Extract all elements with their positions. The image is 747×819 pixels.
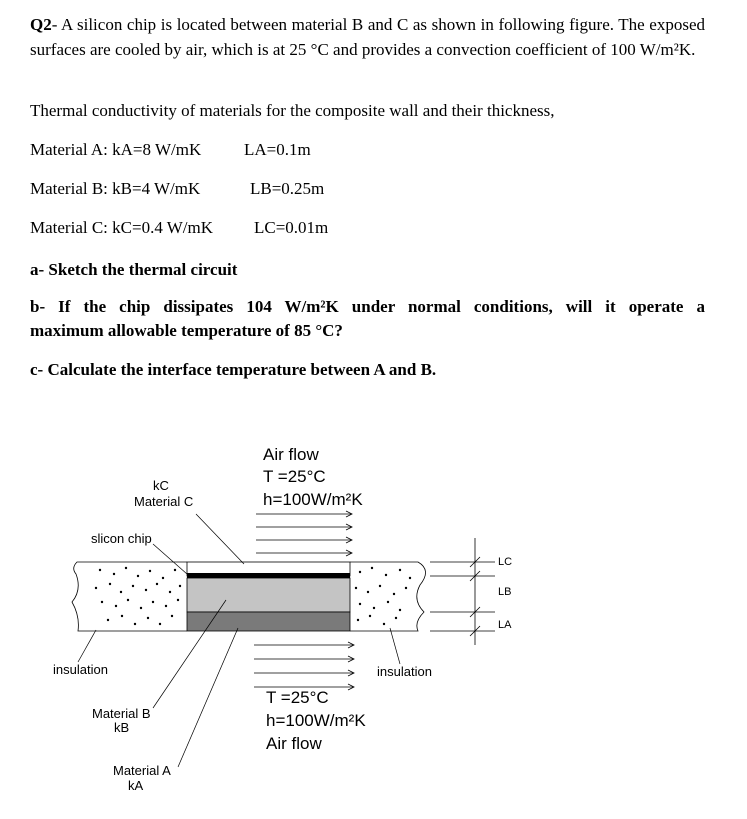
top-air-temperature: T =25°C	[263, 467, 326, 486]
material-a-label: Material A	[113, 763, 171, 778]
ka-label: kA	[128, 778, 144, 793]
material-b-conductivity: Material B: kB=4 W/mK	[30, 179, 201, 198]
material-a-conductivity: Material A: kA=8 W/mK	[30, 140, 202, 159]
lc-label: LC	[498, 556, 513, 568]
part-a: a- Sketch the thermal circuit	[30, 260, 238, 279]
la-label: LA	[498, 619, 512, 631]
part-b-line2: maximum allowable temperature of 85 °C?	[30, 321, 343, 340]
bottom-air-coefficient: h=100W/m²K	[266, 711, 366, 730]
material-c-conductivity: Material C: kC=0.4 W/mK	[30, 218, 214, 237]
part-b-line1: b- If the chip dissipates 104 W/m²K under normal conditions, will it operate a	[30, 297, 705, 316]
part-c: c- Calculate the interface temperature between A and B.	[30, 360, 437, 379]
material-c-label: Material C	[134, 494, 194, 509]
insulation-right-outline	[350, 562, 426, 631]
bottom-air-flow-label: Air flow	[266, 734, 322, 753]
material-b-layer	[187, 578, 350, 612]
silicon-chip-label: slicon chip	[91, 531, 152, 546]
dimension-lines	[430, 538, 495, 645]
question-body: - A silicon chip is located between material B and C as shown in following figure. The exposed surfaces are cooled by air, which is at 25 °C and provides a convection coefficient of 100 W/m²K.	[30, 15, 705, 59]
thermal-intro: Thermal conductivity of materials for the composite wall and their thickness,	[30, 101, 555, 120]
lb-label: LB	[498, 586, 512, 598]
kc-label: kC	[153, 478, 169, 493]
silicon-chip-layer	[187, 573, 350, 578]
material-b-label: Material B	[92, 706, 151, 721]
question-number: Q2	[30, 15, 52, 34]
insulation-left-label: insulation	[53, 662, 108, 677]
top-air-coefficient: h=100W/m²K	[263, 490, 363, 509]
material-b-length: LB=0.25m	[250, 179, 325, 198]
top-airflow-arrows	[256, 511, 352, 556]
material-c-length: LC=0.01m	[254, 218, 329, 237]
bottom-airflow-arrows	[254, 642, 354, 690]
material-a-length: LA=0.1m	[244, 140, 311, 159]
bottom-air-temperature: T =25°C	[266, 688, 329, 707]
insulation-right-label: insulation	[377, 664, 432, 679]
insulation-left-outline	[72, 562, 187, 631]
top-air-flow-label: Air flow	[263, 445, 319, 464]
kb-label: kB	[114, 720, 130, 735]
